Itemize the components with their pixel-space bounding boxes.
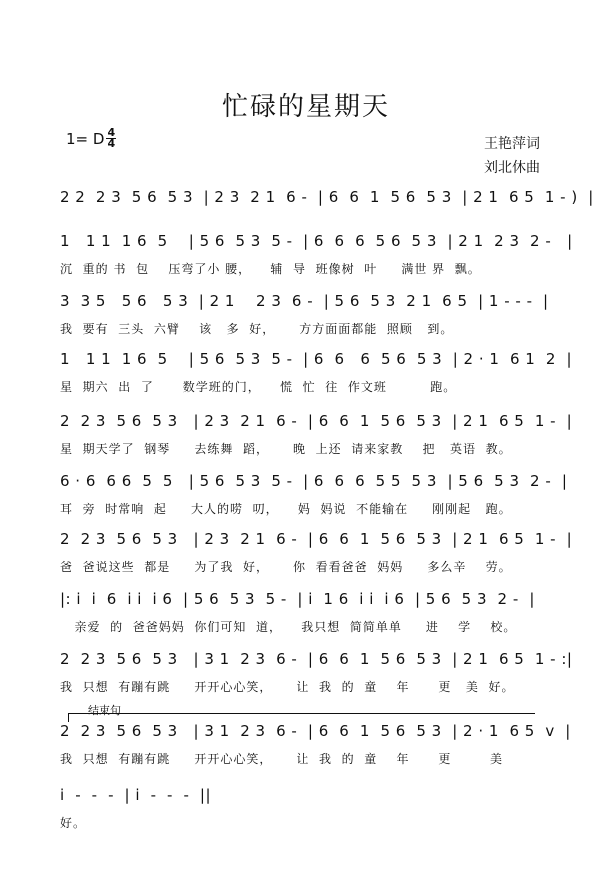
score-lyrics: 耳 旁 时常响 起 大人的唠 叨， 妈 妈说 不能输在 刚刚起 跑。 bbox=[60, 502, 512, 516]
time-signature bbox=[106, 128, 116, 149]
score-lyrics: 沉 重的 书 包 压弯了小 腰， 辅 导 班像树 叶 满世 界 飘。 bbox=[60, 262, 481, 276]
score-lyrics: 星 期六 出 了 数学班的门， 慌 忙 往 作文班 跑。 bbox=[60, 380, 457, 394]
song-title: 忙碌的星期天 bbox=[221, 92, 390, 122]
score-notes: 2 2 3 5 6 5 3 | 3 1 2 3 6 - | 6 6 1 5 6 5 3 | 2 1 6 5 1 - :| bbox=[60, 650, 573, 668]
score-line-9 bbox=[60, 650, 573, 695]
score-lyrics: 亲爱 的 爸爸妈妈 你们可知 道， 我只想 简简单单 进 学 校。 bbox=[60, 620, 517, 634]
score-lyrics: 我 要有 三头 六臂 该 多 好， 方方面面都能 照顾 到。 bbox=[60, 322, 454, 336]
score-notes: 2 2 3 5 6 5 3 | 3 1 2 3 6 - | 6 6 1 5 6 5 3 | 2 · 1 6 5 v | bbox=[60, 722, 571, 740]
composer: 刘北休曲 bbox=[484, 160, 540, 176]
score-notes: 2 2 3 5 6 5 3 | 2 3 2 1 6 - | 6 6 1 5 6 5 3 | 2 1 6 5 1 - | bbox=[60, 412, 573, 430]
score-line-8 bbox=[60, 590, 550, 635]
score-lyrics: 好。 bbox=[60, 816, 87, 830]
ending-bracket bbox=[68, 713, 535, 722]
credits bbox=[484, 132, 540, 180]
score-line-4 bbox=[60, 350, 572, 395]
score-line-5 bbox=[60, 412, 573, 457]
score-line-10 bbox=[60, 722, 571, 767]
score-line-6 bbox=[60, 472, 568, 517]
ending-label: 结束句 bbox=[88, 704, 121, 717]
score-line-3 bbox=[60, 292, 550, 337]
time-signature-top: 4 bbox=[107, 126, 116, 139]
lyricist: 王艳萍词 bbox=[484, 136, 540, 152]
score-notes: 2 2 2 3 5 6 5 3 | 2 3 2 1 6 - | 6 6 1 5 6 5 3 | 2 1 6 5 1 - ) | bbox=[60, 188, 594, 206]
score-line-7 bbox=[60, 530, 573, 575]
score-notes: 1 1 1 1 6 5 | 5 6 5 3 5 - | 6 6 6 5 6 5 3 | 2 · 1 6 1 2 | bbox=[60, 350, 572, 368]
score-notes: i - - - | i - - - || bbox=[60, 786, 212, 804]
score-lyrics: 我 只想 有蹦有跳 开开心心笑， 让 我 的 童 年 更 美 bbox=[60, 752, 503, 766]
key-label: 1= D bbox=[66, 129, 105, 148]
key-signature bbox=[66, 128, 116, 149]
score-line-1 bbox=[60, 188, 594, 216]
score-notes: 1 1 1 1 6 5 | 5 6 5 3 5 - | 6 6 6 5 6 5 3 | 2 1 2 3 2 - | bbox=[60, 232, 573, 250]
score-notes: 3 3 5 5 6 5 3 | 2 1 2 3 6 - | 5 6 5 3 2 1 6 5 | 1 - - - | bbox=[60, 292, 549, 310]
score-lyrics: 星 期天学了 钢琴 去练舞 蹈， 晚 上还 请来家教 把 英语 教。 bbox=[60, 442, 512, 456]
score-line-11 bbox=[60, 786, 550, 831]
score-line-2 bbox=[60, 232, 573, 277]
time-signature-bottom: 4 bbox=[107, 137, 116, 150]
score-lyrics: 爸 爸说这些 都是 为了我 好， 你 看看爸爸 妈妈 多么辛 劳。 bbox=[60, 560, 512, 574]
score-notes: 6 · 6 6 6 5 5 | 5 6 5 3 5 - | 6 6 6 5 5 5 3 | 5 6 5 3 2 - | bbox=[60, 472, 568, 490]
score-lyrics: 我 只想 有蹦有跳 开开心心笑， 让 我 的 童 年 更 美 好。 bbox=[60, 680, 515, 694]
score-notes: |: i i 6 i i i 6 | 5 6 5 3 5 - | i 1 6 i i i 6 | 5 6 5 3 2 - | bbox=[60, 590, 535, 608]
score-notes: 2 2 3 5 6 5 3 | 2 3 2 1 6 - | 6 6 1 5 6 5 3 | 2 1 6 5 1 - | bbox=[60, 530, 573, 548]
